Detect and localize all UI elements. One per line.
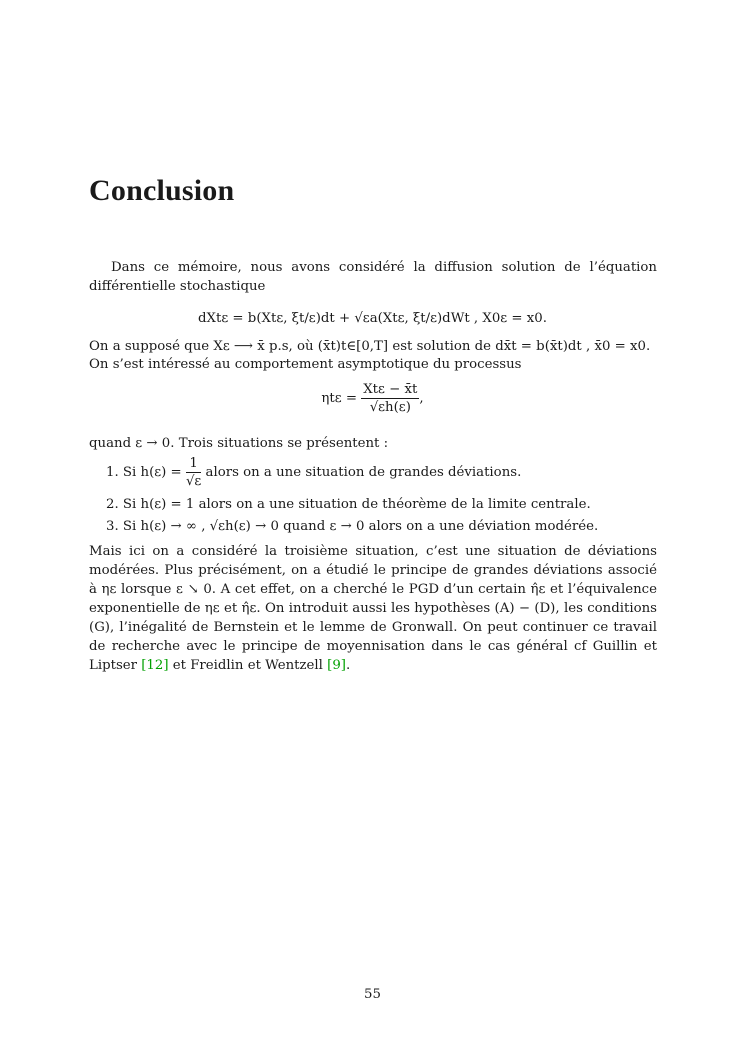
situations-intro: quand ε → 0. Trois situations se présentent : [89,436,389,451]
intro-paragraph: Dans ce mémoire, nous avons considéré la diffusion solution de l’équation différentielle stochastique [89,260,657,294]
interest-line: On s’est intéressé au comportement asymptotique du processus [89,357,522,372]
eta-tail: , [419,391,424,406]
page-number: 55 [364,987,381,1002]
page-title: Conclusion [89,174,235,207]
item1-prefix: 1. Si h(ε) = [106,465,182,480]
eta-numerator: Xtε − x̄t [363,382,418,397]
reference-link-9[interactable]: [9] [327,658,346,673]
final-text-start: Mais ici on a considéré la troisième situation, c’est une situation de déviations modérées. Plus précisément, on a étudié le principe de grandes déviations associé à ηε lorsque ε ↘ 0. A cet effet, on a cherché le PGD d’un certain η̂ε et l’équivalence exponentielle de ηε et η̂ε. On introduit aussi les hypothèses (A) − (D), les conditions (G), l’inégalité de Bernstein et le lemme de Gronwall. On peut continuer ce travail de recherche avec le principe de moyennisation dans le cas général cf Guillin et Liptser [89,544,657,673]
final-text-end: . [345,658,351,673]
item1-fraction [186,456,201,489]
assumption-line: On a supposé que Xε ⟶ x̄ p.s, où (x̄t)t∈[0,T] est solution de dx̄t = b(x̄t)dt , x̄0 = x0. [89,339,651,354]
item1-numerator: 1 [186,456,201,473]
sde-equation: dXtε = b(Xtε, ξt/ε)dt + √εa(Xtε, ξt/ε)dWt , X0ε = x0. [198,311,547,326]
eta-denominator: √εh(ε) [369,400,411,415]
list-item: 2. Si h(ε) = 1 alors on a une situation de théorème de la limite centrale. [106,497,591,512]
final-paragraph [89,542,657,675]
item1-suffix: alors on a une situation de grandes déviations. [205,465,522,480]
list-item: 3. Si h(ε) → ∞ , √εh(ε) → 0 quand ε → 0 alors on a une déviation modérée. [106,519,599,534]
final-text-mid: et Freidlin et Wentzell [172,658,323,673]
eta-fraction [361,382,419,415]
eta-lhs: ηtε = [321,391,357,406]
item1-denominator: √ε [185,474,202,489]
list-item [106,456,521,489]
reference-link-12[interactable]: [12] [141,658,169,673]
eta-definition [0,382,745,415]
